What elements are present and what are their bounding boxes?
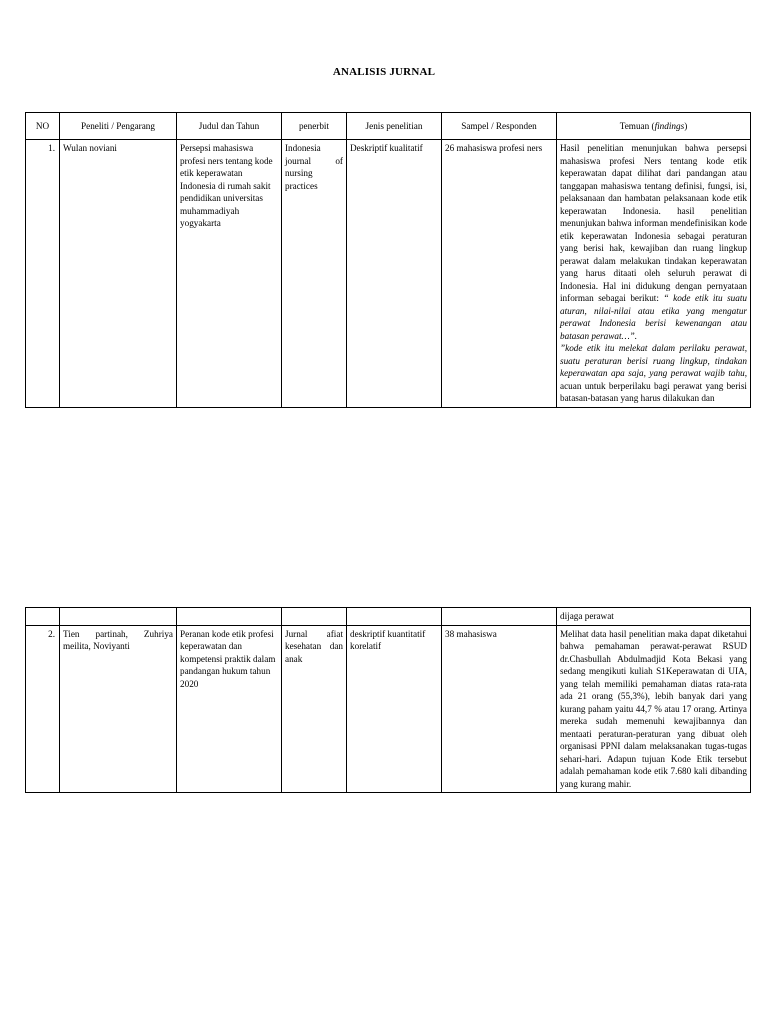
cont-cell-1 <box>26 608 60 626</box>
header-author: Peneliti / Pengarang <box>60 113 177 140</box>
row-judul: Peranan kode etik profesi keperawatan dan kompetensi praktik dalam pandangan hukum tahun 2020 <box>177 625 282 793</box>
row-temuan: Melihat data hasil penelitian maka dapat diketahui bahwa pemahaman perawat-perawat RSUD dr.Chasbullah Abdulmadjid Kota Bekasi yang sedang mengikuti kuliah S1Keperawatan di UIA, yang telah memiliki pemahaman diatas rata-rata ada 21 orang (55,3%), lebih banyak dari yang kurang paham yaitu 44,7 % atau 17 orang. Artinya mereka sudah memenuhi kewajibannya dan mentaati peraturan-peraturan yang dibuat oleh organisasi PPNI dalam melaksanakan tugas-tugas sehari-hari. Adapun tujuan Kode Etik tersebut adalah pemahaman kode etik 7.680 kali dibanding yang kurang mahir. <box>557 625 751 793</box>
cont-cell-2 <box>60 608 177 626</box>
row-penerbit: Jurnal afiat kesehatan dan anak <box>282 625 347 793</box>
header-jenis: Jenis penelitian <box>347 113 442 140</box>
continuation-row <box>26 608 751 626</box>
row-sampel: 38 mahasiswa <box>442 625 557 793</box>
header-judul: Judul dan Tahun <box>177 113 282 140</box>
temuan-quote-2: ”kode etik itu melekat dalam perilaku perawat, suatu peraturan berisi ruang lingkup, tindakan keperawatan apa saja, yang perawat wajib tahu, <box>560 343 747 378</box>
row-number: 1. <box>26 140 60 408</box>
table-row <box>26 625 751 793</box>
temuan-quote-1: “ kode etik itu suatu aturan, nilai-nilai atau etika yang mengatur perawat Indonesia berisi kewenangan atau batasan perawat…”. <box>560 293 747 341</box>
header-row <box>26 113 751 140</box>
row-sampel: 26 mahasiswa profesi ners <box>442 140 557 408</box>
row-temuan <box>557 140 751 408</box>
header-sampel: Sampel / Responden <box>442 113 557 140</box>
cont-cell-3 <box>177 608 282 626</box>
row-author: Wulan noviani <box>60 140 177 408</box>
row-jenis: deskriptif kuantitatif korelatif <box>347 625 442 793</box>
header-temuan <box>557 113 751 140</box>
row-number: 2. <box>26 625 60 793</box>
cont-temuan: dijaga perawat <box>557 608 751 626</box>
temuan-text: Hasil penelitian menunjukan bahwa persepsi mahasiswa profesi Ners tentang kode etik keperawatan dapat dilihat dari pandangan atau tanggapan mahasiswa tentang definisi, fungsi, isi, pelaksanaan dan hambatan pelaksanaan kode etik keperawatan Indonesia. hasil penelitian menunjukan bahwa informan mendefinisikan kode etik keperawatan Indonesia sebagai peraturan yang berisi hak, kewajiban dan ruang lingkup perawat dalam melakukan tindakan keperawatan yang harus ditaati oleh seluruh perawat di Indonesia. Hal ini didukung dengan pernyataan informan sebagai berikut: <box>560 143 747 303</box>
page-title: ANALISIS JURNAL <box>332 66 436 78</box>
row-author: Tien partinah, Zuhriya meilita, Noviyanti <box>60 625 177 793</box>
cont-cell-4 <box>282 608 347 626</box>
header-temuan-prefix: Temuan ( <box>619 120 655 131</box>
temuan-tail: acuan untuk berperilaku bagi perawat yang berisi batasan-batasan yang harus dilakukan dan <box>560 380 747 403</box>
header-no: NO <box>26 113 60 140</box>
table-row <box>26 140 751 408</box>
journal-analysis-table-continued <box>25 607 751 793</box>
row-penerbit: Indonesia journal of nursing practices <box>282 140 347 408</box>
cont-cell-5 <box>347 608 442 626</box>
header-temuan-italic: findings <box>654 120 685 131</box>
cont-cell-6 <box>442 608 557 626</box>
header-temuan-suffix: ) <box>684 120 688 131</box>
row-judul: Persepsi mahasiswa profesi ners tentang kode etik keperawatan Indonesia di rumah sakit pendidikan universitas muhammadiyah yogyakarta <box>177 140 282 408</box>
journal-analysis-table <box>25 112 751 408</box>
row-jenis: Deskriptif kualitatif <box>347 140 442 408</box>
header-penerbit: penerbit <box>282 113 347 140</box>
